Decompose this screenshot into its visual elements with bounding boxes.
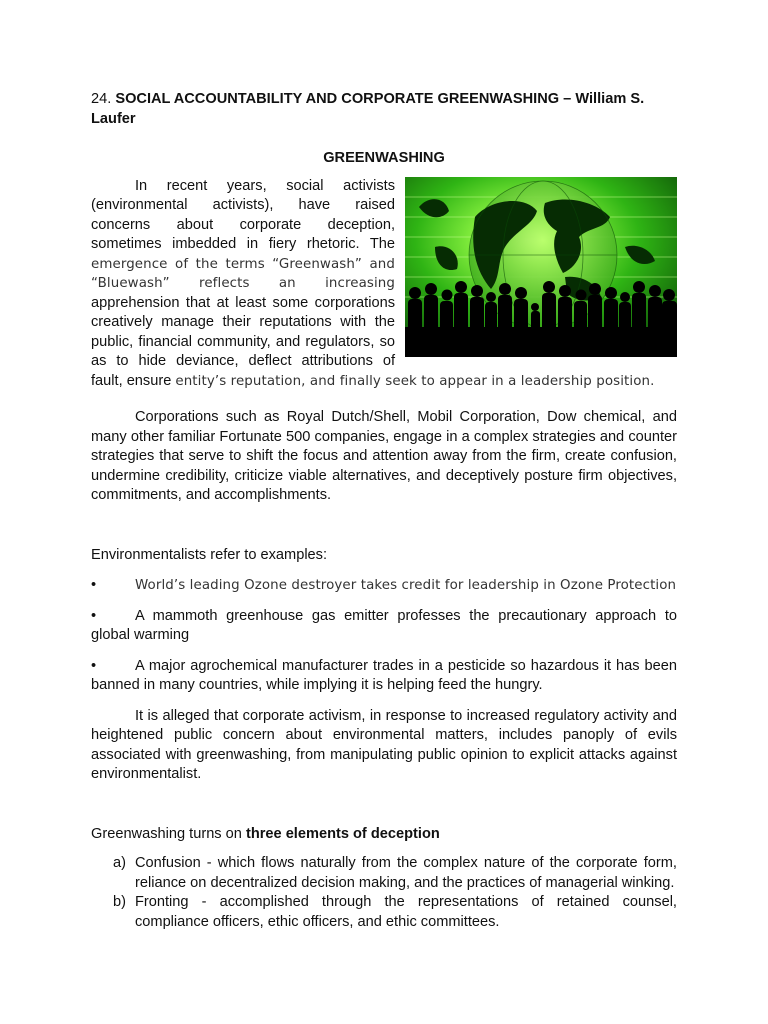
- green-globe-crowd-image: [405, 177, 677, 357]
- bullet-item: • A mammoth greenhouse gas emitter professes the precautionary approach to global warming: [91, 607, 677, 643]
- bullet-item: • World’s leading Ozone destroyer takes credit for leadership in Ozone Protection: [91, 577, 677, 593]
- paragraph-intro: In recent years, social activists (environmental activists), have raised concerns about corporate deception, sometimes imbedded in fiery rhetoric. The emergence of the terms “Greenwash” and “Bluewash” reflects an increasing apprehension that at least some corporations creatively manage their reputations with the public, financial community, and regulators, so as to hide deviance, deflect attributions of fault, ensure entity’s reputation, and finally seek to appear in a leadership position.: [91, 177, 655, 389]
- document-title: 24. SOCIAL ACCOUNTABILITY AND CORPORATE GREENWASHING – William S. Laufer: [91, 91, 645, 127]
- section-heading: GREENWASHING: [323, 150, 445, 166]
- list-item: a) Confusion - which flows naturally from the complex nature of the corporate form, reliance on decentralized decision making, and the practices of managerial winking.: [113, 855, 677, 891]
- deception-list: [91, 854, 677, 932]
- paragraph-alleged: It is alleged that corporate activism, in response to increased regulatory activity and heightened public concern about environmental matters, includes panoply of evils associated with greenwashing, from manipulating public opinion to explicit attacks against environmentalist.: [91, 707, 677, 782]
- deception-heading: Greenwashing turns on three elements of deception: [91, 825, 440, 842]
- globe-illustration: [405, 177, 677, 357]
- list-item: b) Fronting - accomplished through the representations of retained counsel, compliance officers, ethic officers, and ethic committees.: [113, 894, 677, 930]
- title-bold: SOCIAL ACCOUNTABILITY AND CORPORATE GREENWASHING – William S. Laufer: [91, 91, 645, 127]
- bullet-item: • A major agrochemical manufacturer trades in a pesticide so hazardous it has been banned in many countries, while implying it is helping feed the hungry.: [91, 657, 677, 693]
- examples-intro: Environmentalists refer to examples:: [91, 546, 328, 563]
- document-body: [91, 90, 677, 932]
- paragraph-corporations: Corporations such as Royal Dutch/Shell, Mobil Corporation, Dow chemical, and many other familiar Fortunate 500 companies, engage in a complex strategies and counter strategies that serve to shift the focus and attention away from the firm, create confusion, undermine credibility, criticize viable alternatives, and deceptively posture firm objectives, commitments, and accomplishments.: [91, 409, 677, 503]
